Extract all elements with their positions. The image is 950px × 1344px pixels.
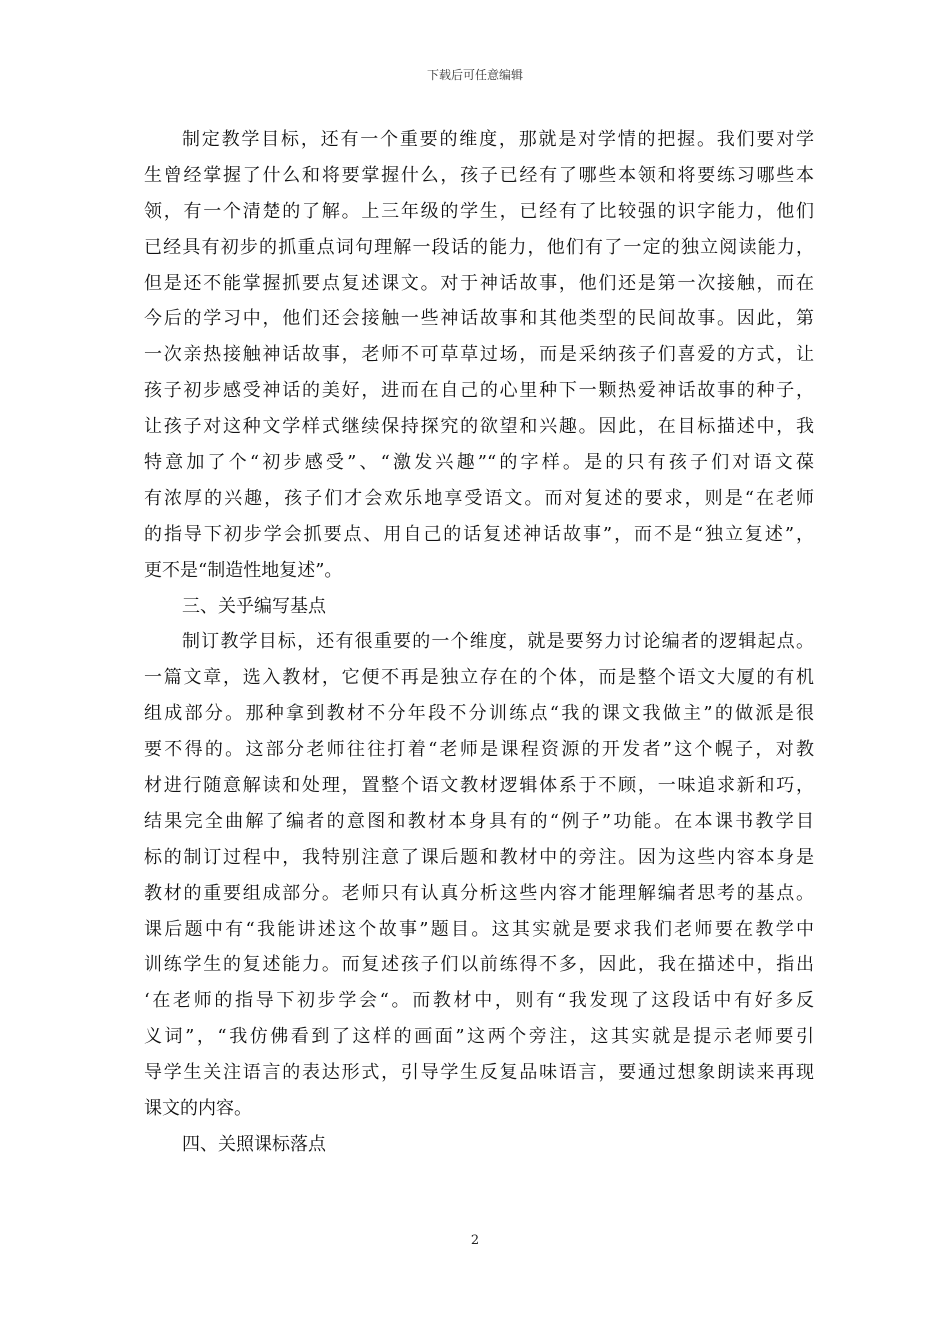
text-line: ‘在老师的指导下初步学会“。而教材中，则有“我发现了这段话中有好多反 [144,990,814,1012]
page-number: 2 [470,1233,480,1248]
text-line: 孩子初步感受神话的美好，进而在自己的心里种下一颗热爱神话故事的种子， [144,380,814,402]
text-line: 课后题中有“我能讲述这个故事”题目。这其实就是要求我们老师要在教学中 [144,918,814,940]
text-line: 让孩子对这种文学样式继续保持探究的欲望和兴趣。因此，在目标描述中，我 [144,416,814,438]
text-line: 更不是“制造性地复述”。 [144,559,343,581]
text-line: 三、关乎编写基点 [182,595,326,617]
text-line: 标的制订过程中，我特别注意了课后题和教材中的旁注。因为这些内容本身是 [144,846,814,868]
text-line: 义词”，“我仿佛看到了这样的画面”这两个旁注，这其实就是提示老师要引 [144,1026,814,1048]
text-line: 训练学生的复述能力。而复述孩子们以前练得不多，因此，我在描述中，指出 [144,954,814,976]
text-line: 制定教学目标，还有一个重要的维度，那就是对学情的把握。我们要对学 [182,129,814,150]
text-line: 一篇文章，选入教材，它便不再是独立存在的个体，而是整个语文大厦的有机 [144,667,814,689]
text-line: 四、关照课标落点 [182,1133,326,1155]
text-line: 但是还不能掌握抓要点复述课文。对于神话故事，他们还是第一次接触，而在 [144,272,814,294]
text-line: 领，有一个清楚的了解。上三年级的学生，已经有了比较强的识字能力，他们 [144,200,814,222]
text-line: 已经具有初步的抓重点词句理解一段话的能力，他们有了一定的独立阅读能力， [144,236,814,258]
text-line: 课文的内容。 [144,1098,252,1120]
text-line: 有浓厚的兴趣，孩子们才会欢乐地享受语文。而对复述的要求，则是“在老师 [144,487,814,509]
text-line: 结果完全曲解了编者的意图和教材本身具有的“例子”功能。在本课书教学目 [144,810,814,832]
text-line: 一次亲热接触神话故事，老师不可草草过场，而是采纳孩子们喜爱的方式，让 [144,344,814,366]
text-line: 导学生关注语言的表达形式，引导学生反复品味语言，要通过想象朗读来再现 [144,1062,814,1084]
text-line: 组成部分。那种拿到教材不分年段不分训练点“我的课文我做主”的做派是很 [144,703,814,725]
text-line: 生曾经掌握了什么和将要掌握什么，孩子已经有了哪些本领和将要练习哪些本 [144,164,814,186]
text-line: 制订教学目标，还有很重要的一个维度，就是要努力讨论编者的逻辑起点。 [182,631,814,653]
text-line: 特意加了个“初步感受”、“激发兴趣”“的字样。是的只有孩子们对语文葆 [144,452,814,474]
text-line: 今后的学习中，他们还会接触一些神话故事和其他类型的民间故事。因此，第 [144,308,814,330]
text-line: 教材的重要组成部分。老师只有认真分析这些内容才能理解编者思考的基点。 [144,882,814,904]
text-line: 材进行随意解读和处理，置整个语文教材逻辑体系于不顾，一味追求新和巧， [144,775,814,797]
text-line: 的指导下初步学会抓要点、用自己的话复述神话故事”，而不是“独立复述”， [144,523,814,545]
page-header: 下载后可任意编辑 [426,68,523,82]
text-line: 要不得的。这部分老师往往打着“老师是课程资源的开发者”这个幌子，对教 [144,739,814,761]
document-body [144,122,814,1163]
